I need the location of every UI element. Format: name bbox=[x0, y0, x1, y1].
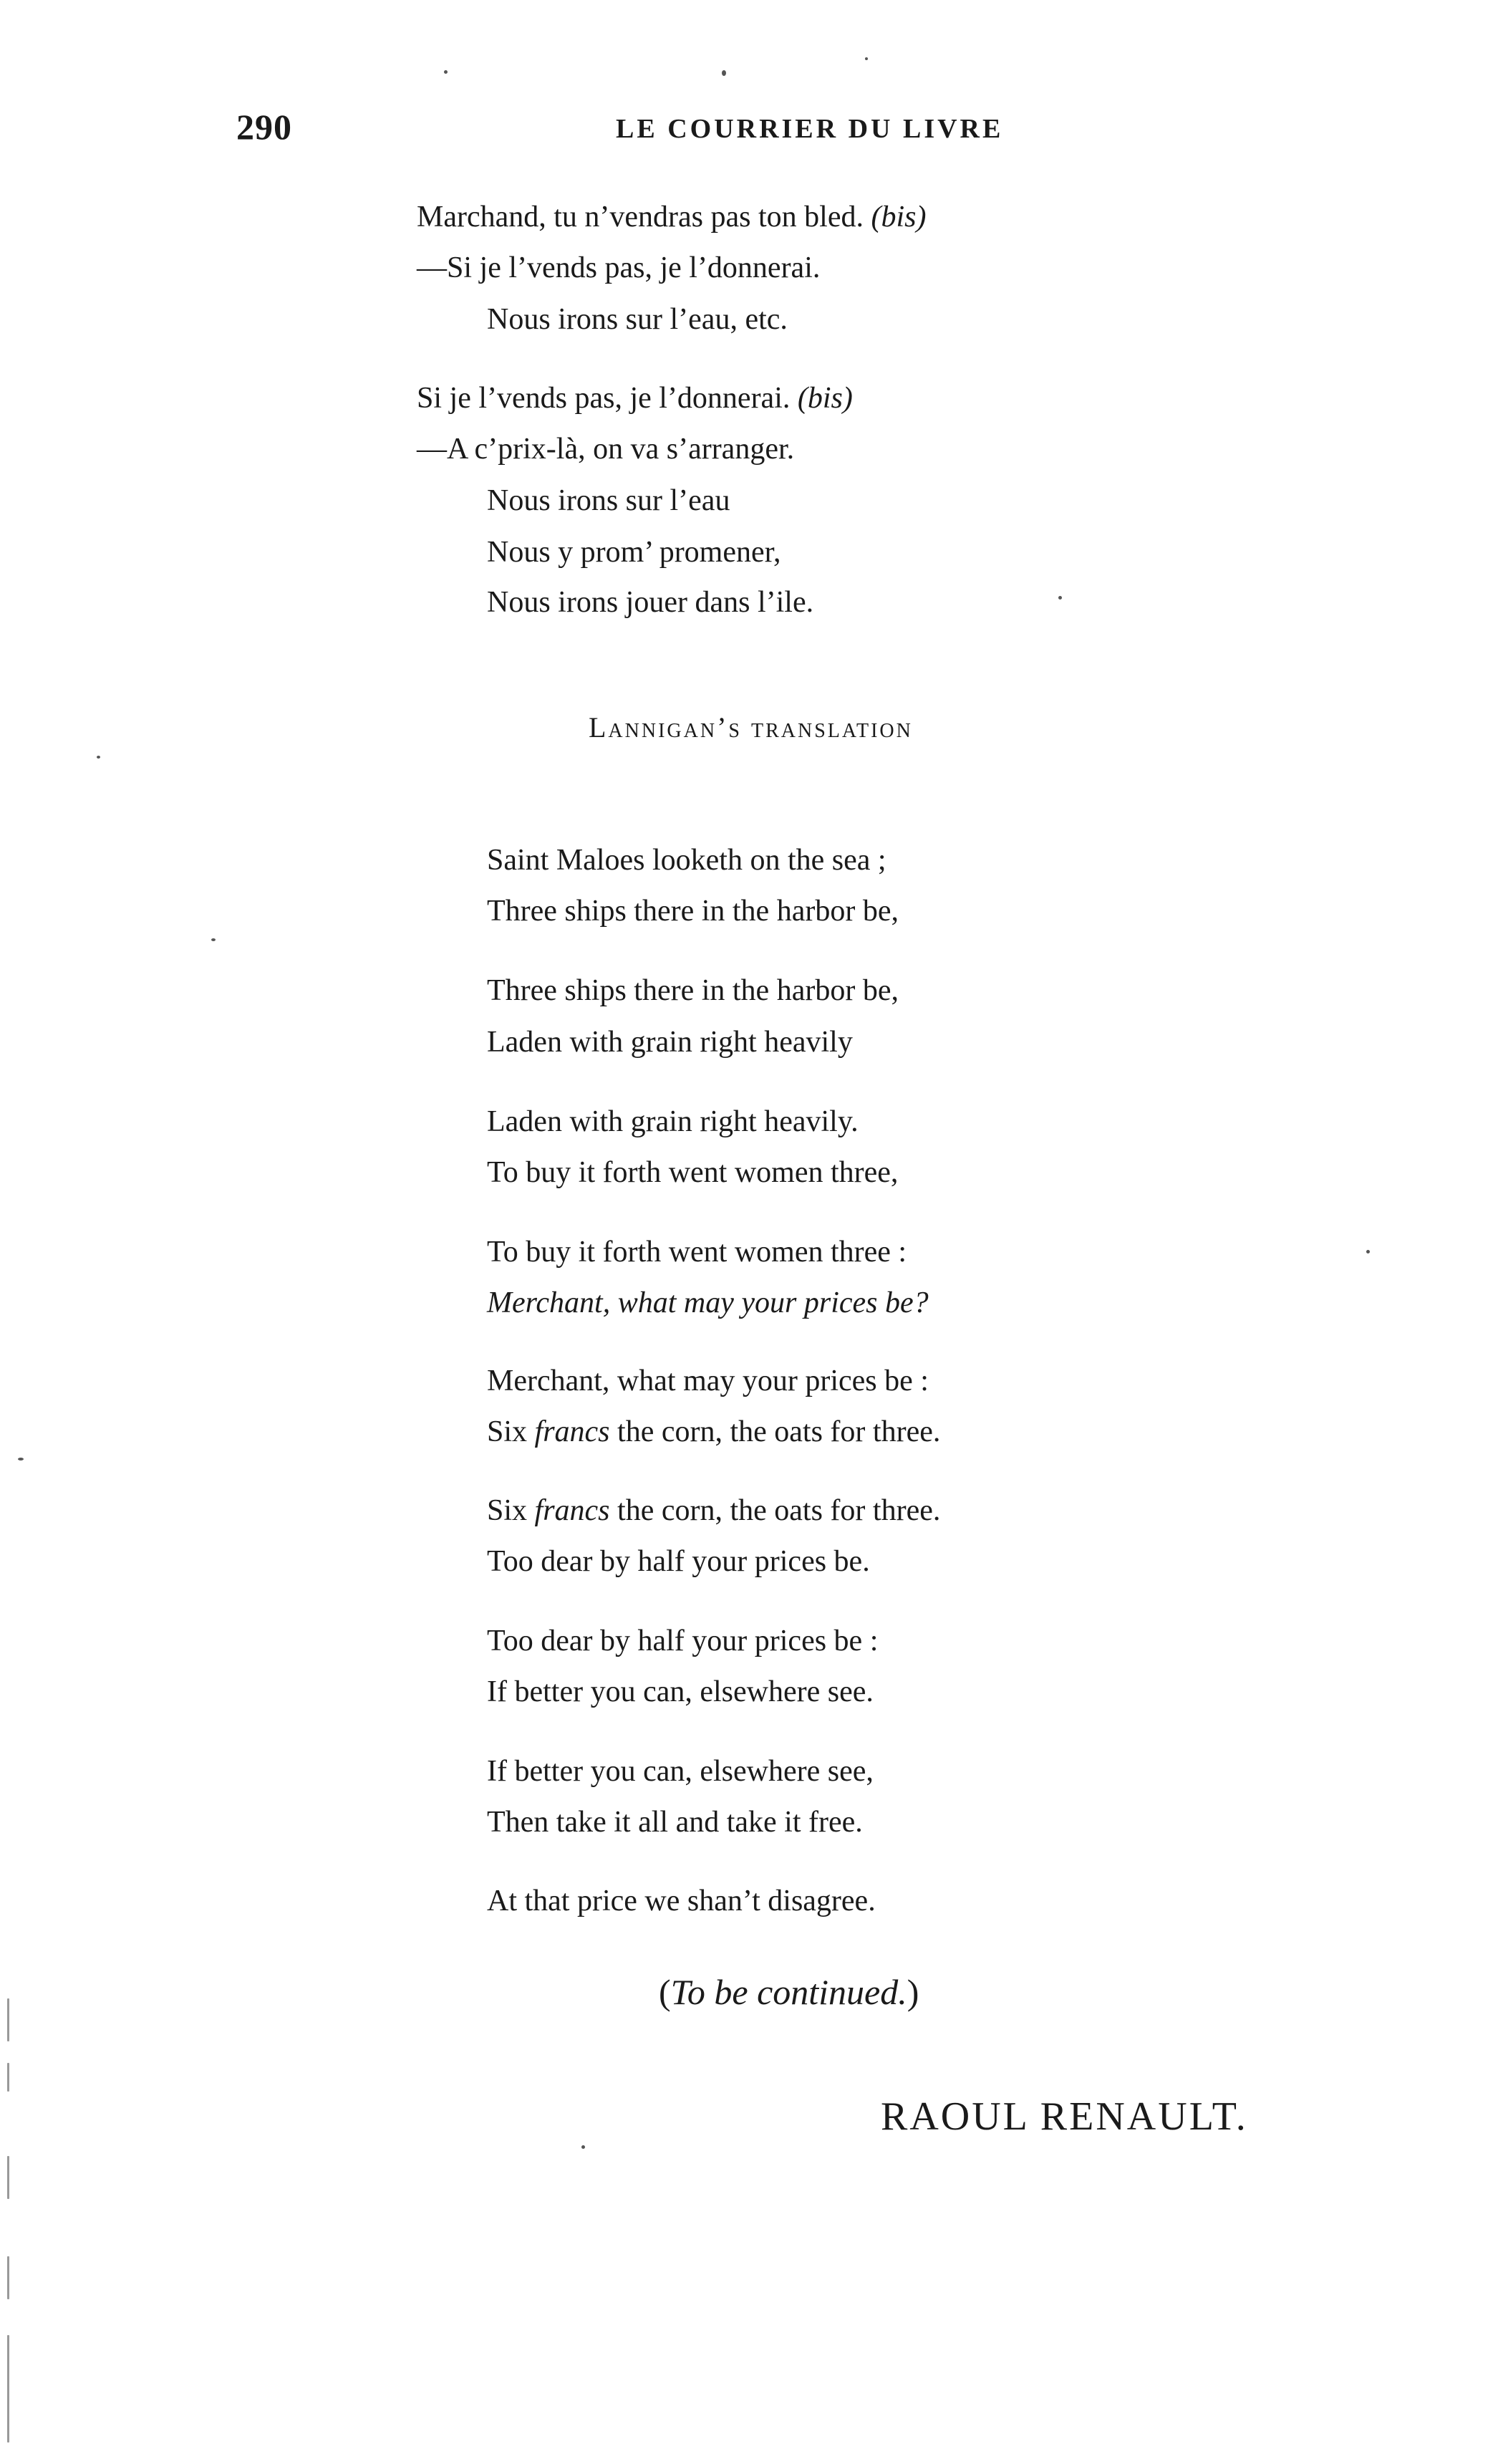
italic-word: francs bbox=[534, 1494, 610, 1527]
verse-line: At that price we shan’t disagree. bbox=[487, 1885, 876, 1917]
scan-speck bbox=[722, 70, 726, 76]
verse-line: Too dear by half your prices be. bbox=[487, 1545, 870, 1578]
scan-speck bbox=[1366, 1250, 1370, 1253]
verse-line: Nous irons jouer dans l’ile. bbox=[487, 586, 814, 619]
verse-line: Too dear by half your prices be : bbox=[487, 1625, 879, 1657]
verse-line: Six francs the corn, the oats for three. bbox=[487, 1415, 941, 1448]
verse-line: If better you can, elsewhere see, bbox=[487, 1755, 874, 1788]
verse-line: Saint Maloes looketh on the sea ; bbox=[487, 844, 886, 877]
italic-word: francs bbox=[534, 1415, 610, 1448]
verse-line: Three ships there in the harbor be, bbox=[487, 974, 899, 1007]
scan-speck bbox=[7, 2335, 9, 2443]
scan-speck bbox=[444, 70, 448, 74]
verse-line: Si je l’vends pas, je l’donnerai. (bis) bbox=[417, 382, 853, 415]
verse-line: —A c’prix-là, on va s’arranger. bbox=[417, 433, 795, 466]
scan-speck bbox=[7, 2063, 9, 2092]
verse-line: Merchant, what may your prices be? bbox=[487, 1286, 929, 1319]
author-signature: RAOUL RENAULT. bbox=[881, 2094, 1248, 2139]
verse-line: Then take it all and take it free. bbox=[487, 1806, 863, 1839]
scan-speck bbox=[97, 756, 100, 759]
scan-speck bbox=[581, 2145, 585, 2149]
scan-speck bbox=[7, 1998, 9, 2041]
section-heading: Lannigan’s translation bbox=[589, 711, 913, 743]
verse-line: Laden with grain right heavily. bbox=[487, 1105, 859, 1138]
verse-line: Laden with grain right heavily bbox=[487, 1026, 853, 1059]
verse-line: —Si je l’vends pas, je l’donnerai. bbox=[417, 251, 821, 284]
verse-line: To buy it forth went women three : bbox=[487, 1236, 907, 1269]
verse-line: Three ships there in the harbor be, bbox=[487, 895, 899, 928]
scan-speck bbox=[211, 938, 216, 941]
continued-note: (To be continued.) bbox=[659, 1972, 919, 2012]
verse-line: Six francs the corn, the oats for three. bbox=[487, 1494, 941, 1527]
scan-speck bbox=[7, 2156, 9, 2199]
verse-line: Nous y prom’ promener, bbox=[487, 536, 781, 569]
verse-line: Merchant, what may your prices be : bbox=[487, 1365, 929, 1397]
scan-speck bbox=[18, 1458, 24, 1460]
running-title: LE COURRIER DU LIVRE bbox=[616, 114, 1004, 144]
verse-line: Marchand, tu n’vendras pas ton bled. (bis) bbox=[417, 201, 927, 234]
page-number: 290 bbox=[236, 107, 292, 147]
verse-line: To buy it forth went women three, bbox=[487, 1156, 899, 1189]
verse-line: Nous irons sur l’eau, etc. bbox=[487, 303, 788, 336]
verse-line: If better you can, elsewhere see. bbox=[487, 1675, 874, 1708]
scan-speck bbox=[1058, 596, 1062, 600]
scan-speck bbox=[865, 57, 868, 60]
verse-line: Nous irons sur l’eau bbox=[487, 484, 730, 517]
scan-speck bbox=[7, 2256, 9, 2299]
